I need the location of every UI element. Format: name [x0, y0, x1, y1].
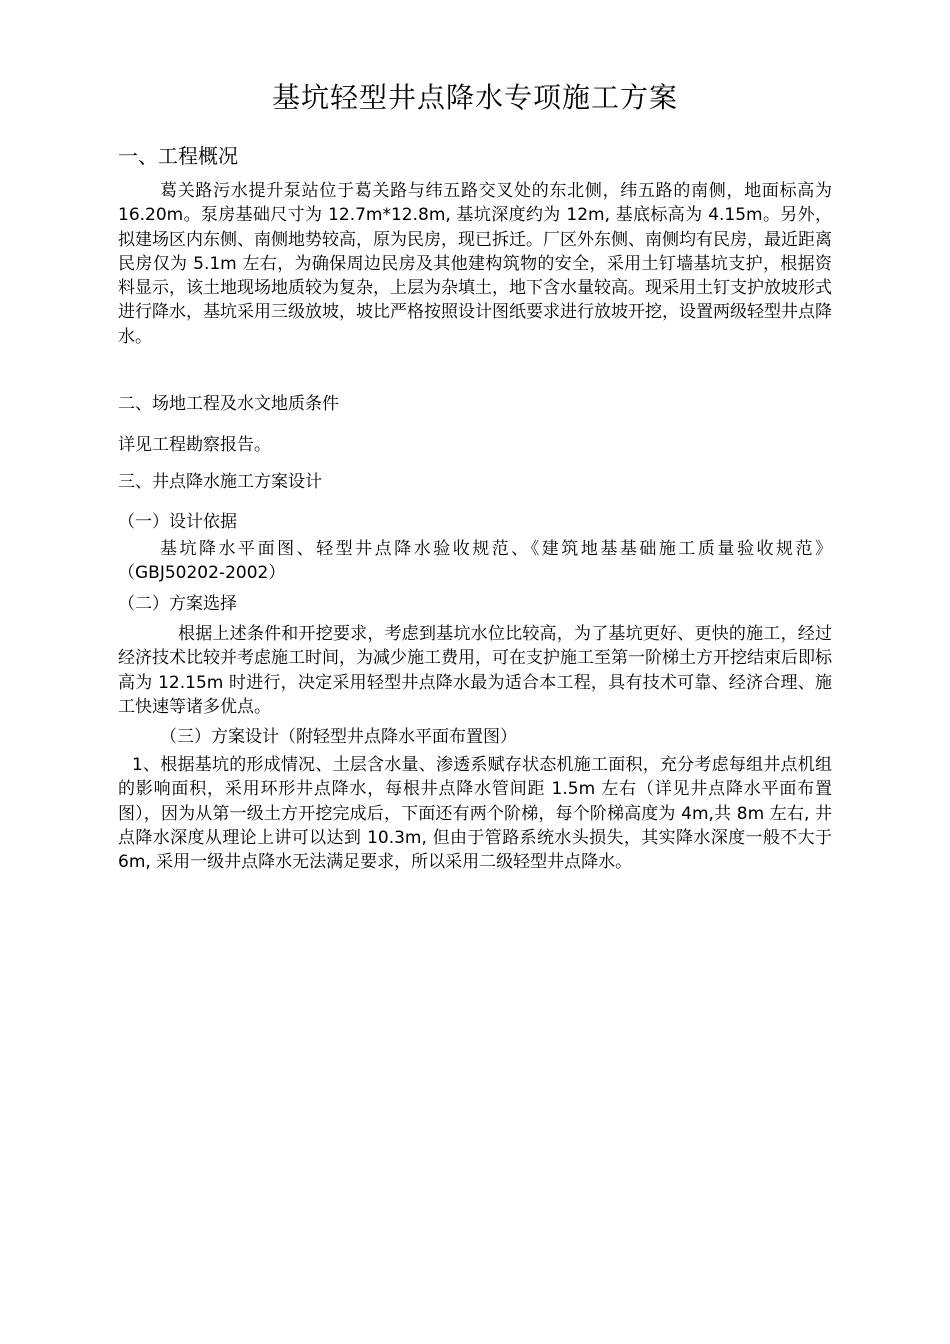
subsection-heading-plan-selection: （二）方案选择 — [118, 594, 237, 614]
subsection-heading-design-basis: （一）设计依据 — [118, 512, 237, 532]
document-title: 基坑轻型井点降水专项施工方案 — [271, 81, 678, 114]
section-heading-site-conditions: 二、场地工程及水文地质条件 — [118, 394, 339, 414]
subsection-body-design-basis: 基坑降水平面图、轻型井点降水验收规范、《建筑地基基础施工质量验收规范》（GBJ50202-2002） — [118, 539, 832, 584]
subsection-heading-plan-design: （三）方案设计（附轻型井点降水平面布置图） — [160, 727, 517, 747]
section-body-overview: 葛关路污水提升泵站位于葛关路与纬五路交叉处的东北侧，纬五路的南侧，地面标高为 16.20m。泵房基础尺寸为 12.7m*12.8m, 基坑深度约为 12m, 基底标高为 4.15m。另外，拟建场区内东侧、南侧地势较高，原为民房，现已拆迁。厂区外东侧、南侧均有民房，最近距离民房仅为 5.1m 左右，为确保周边民房及其他建构筑物的安全，采用土钉墙基坑支护，根据资料显示，该土地现场地质较为复杂，上层为杂填土，地下含水量较高。现采用土钉支护放坡形式进行降水，基坑采用三级放坡，坡比严格按照设计图纸要求进行放坡开挖，设置两级轻型井点降水。 — [118, 181, 832, 347]
subsection-body-plan-selection: 根据上述条件和开挖要求，考虑到基坑水位比较高，为了基坑更好、更快的施工，经过经济技术比较并考虑施工时间，为减少施工费用，可在支护施工至第一阶梯土方开挖结束后即标高为 12.15m 时进行，决定采用轻型井点降水最为适合本工程，具有技术可靠、经济合理、施工快速等诸多优点。 — [118, 624, 832, 717]
section-body-site-conditions: 详见工程勘察报告。 — [118, 435, 271, 455]
subsection-body-plan-design: 1、根据基坑的形成情况、土层含水量、渗透系赋存状态机施工面积，充分考虑每组井点机组的影响面积，采用环形井点降水，每根井点降水管间距 1.5m 左右（详见井点降水平面布置图），因为从第一级土方开挖完成后，下面还有两个阶梯，每个阶梯高度为 4m,共 8m 左右, 井点降水深度从理论上讲可以达到 10.3m, 但由于管路系统水头损失，其实降水深度一般不大于 6m, 采用一级井点降水无法满足要求，所以采用二级轻型井点降水。 — [118, 755, 832, 873]
section-heading-overview: 一、工程概况 — [118, 144, 238, 168]
section-heading-dewatering-design: 三、井点降水施工方案设计 — [118, 472, 322, 492]
